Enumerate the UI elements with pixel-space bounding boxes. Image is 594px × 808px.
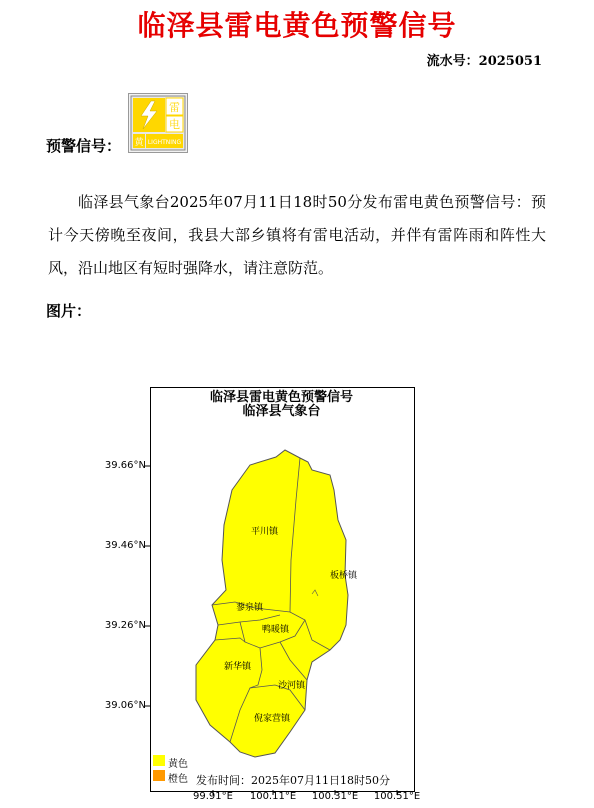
warning-body-text: 临泽县气象台2025年07月11日18时50分发布雷电黄色预警信号：预计今天傍晚至夜间，我县大部乡镇将有雷电活动，并伴有雷阵雨和阵性大风，沿山地区有短时强降水，请注意防范。	[48, 193, 546, 277]
town-label: 蓼泉镇	[236, 603, 264, 613]
town-label: 鸭暖镇	[262, 625, 290, 635]
serial-number: 流水号：2025051	[426, 54, 542, 69]
county-map	[90, 380, 460, 808]
town-label: 新华镇	[224, 662, 252, 672]
picture-label: 图片：	[46, 302, 92, 320]
town-label: 板桥镇	[330, 571, 358, 581]
lon-label: 100.51°E	[373, 791, 421, 802]
map-subtitle: 临泽县气象台	[242, 404, 321, 419]
lat-label: 39.06°N	[104, 700, 146, 711]
icon-text-top: 雷	[169, 101, 180, 114]
icon-text-mid: 电	[169, 118, 180, 131]
map-title: 临泽县雷电黄色预警信号	[209, 390, 353, 405]
lat-label: 39.66°N	[104, 460, 146, 471]
legend-swatch-yellow	[153, 755, 165, 766]
lon-label: 100.31°E	[311, 791, 359, 802]
icon-text-bottom: LIGHTNING	[147, 139, 182, 146]
warning-title: 临泽县雷电黄色预警信号	[137, 9, 457, 42]
town-label: 沙河镇	[278, 681, 306, 691]
lat-label: 39.26°N	[104, 620, 146, 631]
town-label: 倪家营镇	[254, 714, 291, 724]
signal-label: 预警信号：	[46, 137, 122, 155]
issue-time: 发布时间：2025年07月11日18时50分	[196, 774, 390, 787]
legend-label: 橙色	[168, 774, 188, 785]
lightning-yellow-warning-icon	[128, 93, 188, 153]
lon-label: 100.11°E	[249, 791, 297, 802]
icon-text-side: 黄	[134, 138, 144, 148]
legend-swatch-orange	[153, 770, 165, 781]
town-label: 平川镇	[251, 527, 279, 537]
legend-label: 黄色	[168, 759, 188, 770]
lat-label: 39.46°N	[104, 540, 146, 551]
warning-map	[90, 380, 460, 808]
lon-label: 99.91°E	[193, 791, 233, 802]
